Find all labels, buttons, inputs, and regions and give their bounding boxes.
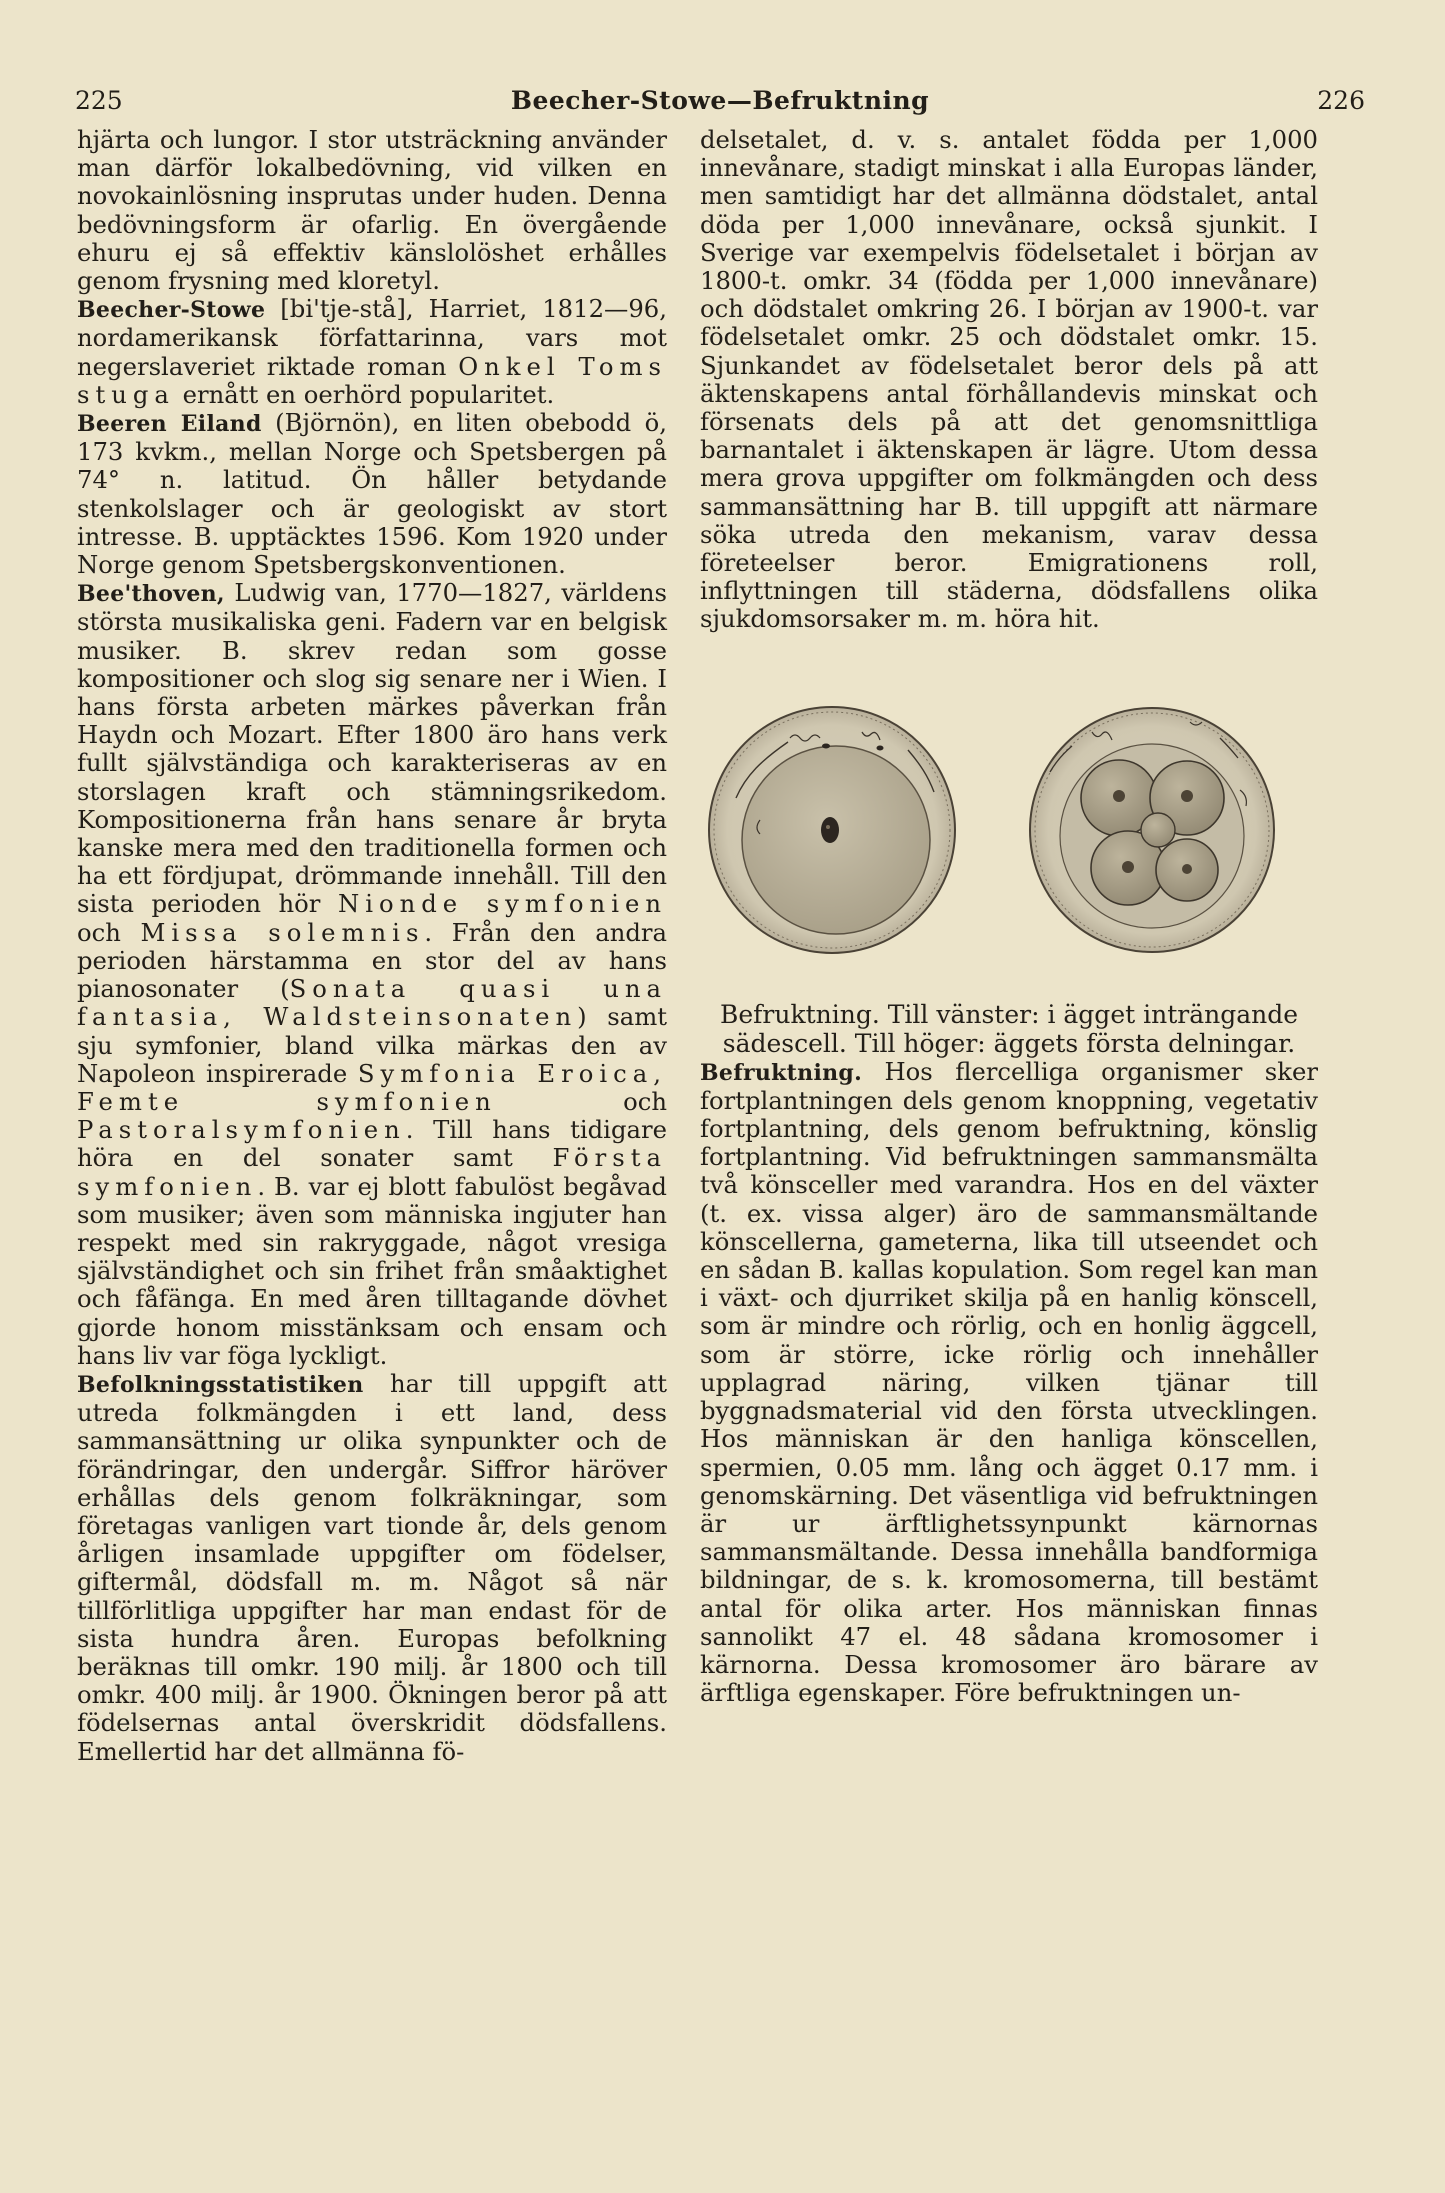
page-number-left: 225 [75, 86, 123, 115]
lungor-paragraph: hjärta och lungor. I stor utsträckning använder man därför lokalbedövning, vid vilken en novokainlösning insprutas under huden. Denna bedövningsform är ofarlig. En övergående ehuru ej så effektiv känslolöshet erhålles genom frysning med kloretyl. [77, 125, 667, 296]
left-column [77, 126, 667, 1766]
entry-befolkningsstatistiken: Befolkningsstatistiken har till uppgift att utreda folkmängden i ett land, dess sammansättning ur olika synpunkter och de förändringar, den undergår. Siffror häröver erhållas dels genom folkräkningar, som företagas vanligen vart tionde år, dels genom årligen insamlade uppgifter om födelser, giftermål, dödsfall m. m. Något så när tillförlitliga uppgifter har man endast för de sista hundra åren. Europas befolkning beräknas till omkr. 190 milj. år 1800 och till omkr. 400 milj. år 1900. Ökningen beror på att födelsernas antal överskridit dödsfallens. Emellertid har det allmänna fö- [77, 1368, 667, 1766]
work-title: Sonata quasi una fantasia, Waldsteinsonaten [77, 974, 667, 1032]
entry-befruktning: Befruktning. Hos flercelliga organismer sker fortplantningen dels genom knoppning, vegetativ fortplantning, dels genom befruktning, könslig fortplantning. Vid befruktningen sammansmälta två könsceller med varandra. Hos en del växter (t. ex. vissa alger) äro de sammansmältande könscellerna, gameterna, lika till utseendet och en sådan B. kallas kopulation. Som regel kan man i växt- och djurriket skilja på en hanlig könscell, som är mindre och rörlig, och en honlig äggcell, som är större, icke rörlig och innehåller upplagrad näring, vilken tjänar till byggnadsmaterial vid den första utvecklingen. Hos människan är den hanliga könscellen, spermien, 0.05 mm. lång och ägget 0.17 mm. i genomskärning. Det väsentliga vid befruktningen är ur ärftlighetssynpunkt kärnornas sammansmältande. Dessa innehålla bandformiga bildningar, de s. k. kromosomerna, till bestämt antal för olika arter. Hos människan finnas sannolikt 47 el. 48 sådana kromosomer i kärnorna. Dessa kromosomer äro bärare av ärftliga egenskaper. Före befruktningen un- [700, 1056, 1318, 1708]
right-column [700, 126, 1318, 1707]
entry-beeren-eiland: Beeren Eiland (Björnön), en liten obebodd ö, 173 kvkm., mellan Norge och Spetsbergen på 74° n. latitud. Ön håller betydande stenkolslager och är geologiskt av stort intresse. B. upptäcktes 1596. Kom 1920 under Norge genom Spetsbergskonventionen. [77, 408, 667, 580]
fertilization-illustration [700, 680, 1318, 980]
befolkning-continuation: delsetalet, d. v. s. antalet födda per 1,000 innevånare, stadigt minskat i alla Europas länder, men samtidigt har det allmänna dödstalet, antal döda per 1,000 innevånare, också sjunkit. I Sverige var exempelvis födelsetalet i början av 1800-t. omkr. 34 (födda per 1,000 innevånare) och dödstalet omkring 26. I början av 1900-t. var födelsetalet omkr. 25 och dödstalet omkr. 15. Sjunkandet av födelsetalet beror dels på att äktenskapens antal förhållandevis minskat och försenats dels på att det genomsnittliga barnantalet i äktenskapen är lägre. Utom dessa mera grova uppgifter om folkmängden och dess sammansättning har B. till uppgift att närmare söka utreda den mekanism, varav dessa företeelser beror. Emigrationens roll, inflyttningen till städerna, dödsfallens olika sjukdomsorsaker m. m. höra hit. [700, 125, 1318, 634]
fertilization-figure [700, 680, 1318, 980]
entry-beethoven: Bee'thoven, Ludwig van, 1770—1827, världens största musikaliska geni. Fadern var en belgisk musiker. B. skrev redan som gosse kompositioner och slog sig senare ner i Wien. I hans första arbeten märkes påverkan från Haydn och Mozart. Efter 1800 äro hans verk fullt självständiga och karakteriseras av en storslagen kraft och stämningsrikedom. Kompositionerna från hans senare år bryta kanske mera med den traditionella formen och ha ett fördjupat, drömmande innehåll. Till den sista perioden hör Nionde symfonien och Missa solemnis. Från den andra perioden härstamma en stor del av hans pianosonater (Sonata quasi una fantasia, Waldsteinsonaten) samt sju symfonier, bland vilka märkas den av Napoleon inspirerade Symfonia Eroica, Femte symfonien och Pastoralsymfonien. Till hans tidigare höra en del sonater samt Första symfonien. B. var ej blott fabulöst begåvad som musiker; även som människa ingjuter han respekt med sin rakryggade, något vresiga självständighet och sin frihet från småaktighet och fåfänga. En med åren tilltagande dövhet gjorde honom misstänksam och ensam och hans liv var föga lyckligt. [77, 578, 668, 1370]
work-title: Symfonia Eroica, Femte symfonien [77, 1058, 667, 1116]
work-title: Nionde symfonien [337, 889, 667, 919]
entry-headword: Befolkningsstatistiken [77, 1371, 364, 1398]
work-title: Pastoralsymfonien [77, 1115, 406, 1145]
right-egg-cell [1030, 708, 1274, 952]
running-title: Beecher-Stowe—Befruktning [510, 86, 930, 115]
entry-headword: Bee'thoven, [77, 581, 225, 608]
work-title: Missa solemnis [140, 917, 425, 947]
work-title: Första symfonien [77, 1143, 667, 1201]
entry-headword: Beecher-Stowe [77, 297, 266, 324]
page-number-right: 226 [1317, 86, 1365, 115]
entry-headword: Befruktning. [700, 1059, 863, 1086]
left-egg-cell [709, 707, 955, 953]
figure-caption: Befruktning. Till vänster: i ägget inträngande sädescell. Till höger: äggets första delningar. [719, 999, 1299, 1058]
entry-beecher-stowe: Beecher-Stowe [bi'tje-stå], Harriet, 1812—96, nordamerikansk författarinna, vars mot negerslaveriet riktade roman Onkel Toms stuga ernått en oerhörd popularitet. [77, 294, 667, 409]
work-title: Onkel Toms stuga [77, 351, 667, 409]
entry-headword: Beeren Eiland [77, 411, 262, 438]
page-header [75, 86, 1365, 122]
